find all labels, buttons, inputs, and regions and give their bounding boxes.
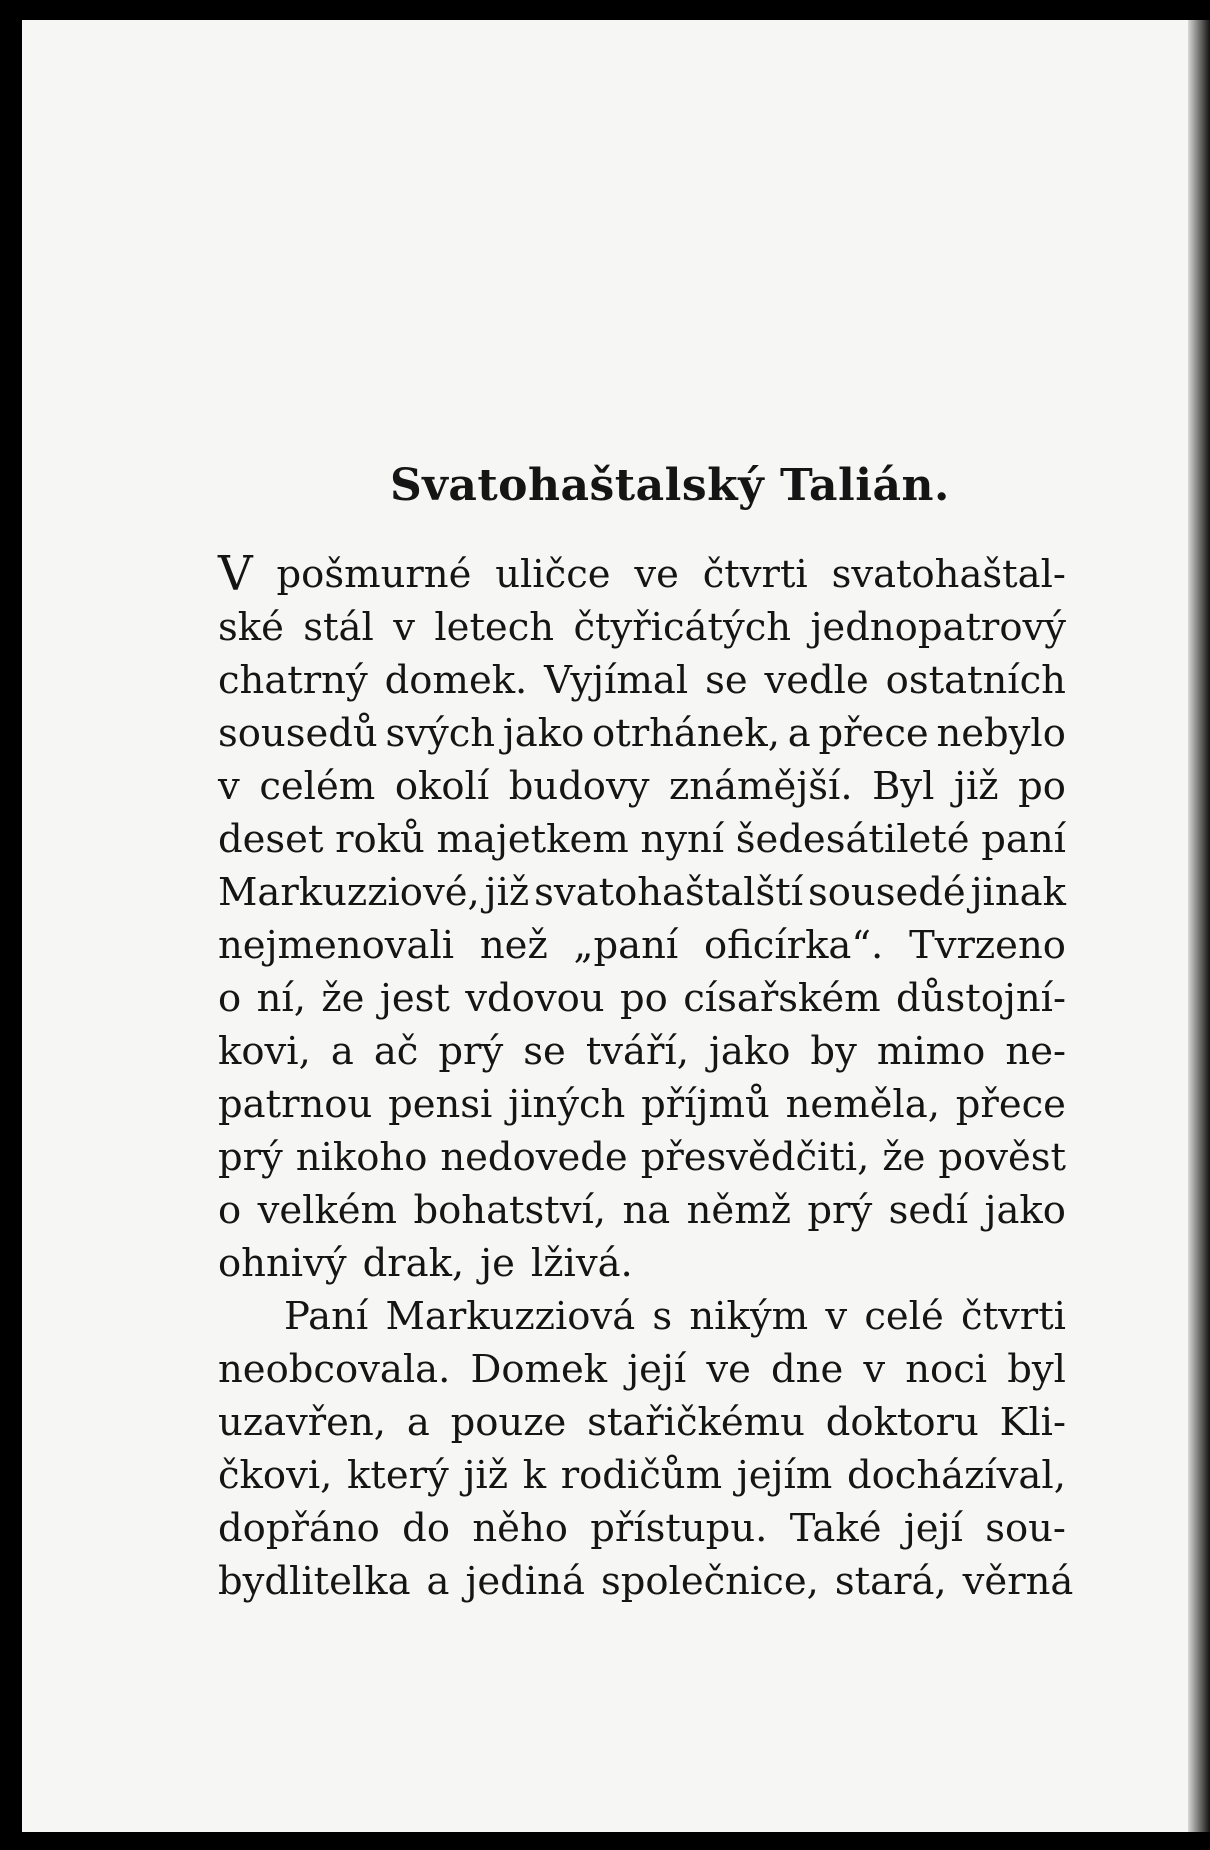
word: byl [1007, 1347, 1066, 1392]
word: Kli- [999, 1400, 1066, 1445]
word: stařičkému [587, 1400, 805, 1445]
word: a [426, 1559, 450, 1604]
text-line [218, 1131, 1066, 1184]
word: neměla, [785, 1082, 940, 1127]
word: stál [303, 605, 374, 650]
word: letech [434, 605, 555, 650]
word: otrhánek, [592, 711, 780, 756]
word: jinak [970, 870, 1066, 915]
word: čtvrti [702, 552, 808, 597]
word: jiných [508, 1082, 626, 1127]
text-line [218, 1078, 1066, 1131]
text-line [218, 1396, 1066, 1449]
body-text [218, 546, 1074, 1608]
word: svých [385, 711, 496, 756]
text-line [218, 1237, 1066, 1290]
word: a [787, 711, 811, 756]
word: po [1018, 764, 1066, 809]
word: noci [905, 1347, 988, 1392]
word: známější. [669, 764, 853, 809]
text-line [218, 813, 1066, 866]
word: němž [686, 1188, 791, 1233]
word: sousedé [807, 870, 966, 915]
word: ní, [256, 976, 306, 1021]
text-line [218, 707, 1066, 760]
text-line [218, 866, 1066, 919]
word: pouze [450, 1400, 567, 1445]
word: bohatství, [413, 1188, 607, 1233]
word: lživá. [530, 1241, 633, 1286]
word: prý [438, 1029, 504, 1074]
word: nikým [689, 1294, 809, 1339]
word: ve [706, 1347, 751, 1392]
word: majetkem [436, 817, 629, 862]
word: ské [218, 605, 284, 650]
word: vdovou [465, 976, 605, 1021]
word: tváří, [585, 1029, 689, 1074]
word: by [810, 1029, 857, 1074]
word: sedí [888, 1188, 969, 1233]
word: který [347, 1453, 449, 1498]
word: jako [502, 711, 585, 756]
word: vedle [764, 658, 869, 703]
word: stará, [834, 1559, 947, 1604]
word: pověst [938, 1135, 1066, 1180]
word: o [218, 1188, 242, 1233]
word: kovi, [218, 1029, 311, 1074]
word: již [954, 764, 999, 809]
word: Vyjímal [544, 658, 689, 703]
word: Markuzziové, [218, 870, 480, 915]
word: bydlitelka [218, 1559, 411, 1604]
word: do [402, 1506, 450, 1551]
word: jejím [736, 1453, 833, 1498]
word: její [627, 1347, 687, 1392]
word: příjmů [641, 1082, 770, 1127]
word: její [903, 1506, 963, 1551]
word: paní [981, 817, 1066, 862]
word: v [863, 1347, 886, 1392]
word: doktoru [825, 1400, 979, 1445]
word: celé [864, 1294, 944, 1339]
word: ač [373, 1029, 419, 1074]
word: ohnivý [218, 1241, 347, 1286]
word: prý [807, 1188, 873, 1233]
word: patrnou [218, 1082, 373, 1127]
word: chatrný [218, 658, 368, 703]
word: Byl [872, 764, 935, 809]
text-line [218, 1184, 1066, 1237]
word: Markuzziová [385, 1294, 636, 1339]
word: dopřáno [218, 1506, 380, 1551]
word: nedovede [440, 1135, 628, 1180]
word: domek. [384, 658, 528, 703]
text-line [218, 1502, 1066, 1555]
word: pensi [388, 1082, 493, 1127]
word: „paní [573, 923, 679, 968]
word: o [218, 976, 242, 1021]
word: uzavřen, [218, 1400, 387, 1445]
word: ne- [1005, 1029, 1066, 1074]
text-line [218, 1025, 1066, 1078]
paragraph [218, 548, 1066, 1290]
text-line [218, 972, 1066, 1025]
word: čkovi, [218, 1453, 333, 1498]
word: rodičům [560, 1453, 723, 1498]
word: již [463, 1453, 509, 1498]
word: k [522, 1453, 547, 1498]
word: v [393, 605, 415, 650]
word: svatohaštalští [534, 870, 804, 915]
word: společnice, [600, 1559, 819, 1604]
chapter-title: Svatohaštalský Talián. [390, 460, 950, 511]
word: budovy [508, 764, 650, 809]
word: se [705, 658, 748, 703]
word: nebylo [936, 711, 1066, 756]
text-line [218, 654, 1066, 707]
text-line [218, 1449, 1066, 1502]
text-line [218, 548, 1066, 601]
word: v [825, 1294, 848, 1339]
word: prý [218, 1135, 283, 1180]
word: přece [818, 711, 929, 756]
word: důstojní- [896, 976, 1066, 1021]
word: něho [472, 1506, 568, 1551]
word: pošmurné [276, 552, 472, 597]
word: a [406, 1400, 430, 1445]
word: je [480, 1241, 515, 1286]
word: již [484, 870, 530, 915]
word: neobcovala. [218, 1347, 451, 1392]
word: deset [218, 817, 324, 862]
word: nyní [640, 817, 725, 862]
word: celém [259, 764, 376, 809]
word: že [882, 1135, 926, 1180]
word: a [330, 1029, 354, 1074]
text-line [218, 1343, 1066, 1396]
word: velkém [257, 1188, 398, 1233]
word: čtvrti [961, 1294, 1066, 1339]
word: ve [634, 552, 679, 597]
word: na [622, 1188, 671, 1233]
word: po [620, 976, 668, 1021]
word: jednopatrový [810, 605, 1066, 650]
word: nejmenovali [218, 923, 455, 968]
paragraph [218, 1290, 1074, 1608]
word: s [652, 1294, 673, 1339]
word: sou- [985, 1506, 1066, 1551]
word: oficírka“. [703, 923, 884, 968]
text-line [218, 760, 1066, 813]
word: v [218, 764, 240, 809]
word: docházíval, [846, 1453, 1066, 1498]
word: dne [771, 1347, 844, 1392]
word: přece [955, 1082, 1066, 1127]
text-line [218, 601, 1066, 654]
text-line [218, 919, 1066, 972]
word: císařském [683, 976, 881, 1021]
word: Domek [470, 1347, 608, 1392]
word: jest [379, 976, 450, 1021]
word: Také [789, 1506, 882, 1551]
word: jediná [465, 1559, 585, 1604]
word: jako [708, 1029, 791, 1074]
word: věrná [962, 1559, 1074, 1604]
word: drak, [362, 1241, 465, 1286]
word: mimo [876, 1029, 986, 1074]
word: Paní [284, 1294, 369, 1339]
text-line [218, 1290, 1066, 1343]
word: uličce [495, 552, 611, 597]
word: sousedů [218, 711, 378, 756]
word: okolí [394, 764, 490, 809]
word: šedesátileté [735, 817, 970, 862]
word: roků [335, 817, 425, 862]
word: jako [984, 1188, 1066, 1233]
word: čtyřicátých [573, 605, 792, 650]
word: než [479, 923, 548, 968]
word: nikoho [295, 1135, 428, 1180]
text-line [218, 1555, 1074, 1608]
page-edge-shadow [1188, 20, 1210, 1832]
word: se [523, 1029, 566, 1074]
word: ostatních [885, 658, 1066, 703]
word: přístupu. [590, 1506, 768, 1551]
word: že [321, 976, 365, 1021]
word: svatohaštal- [831, 552, 1066, 597]
word: přesvědčiti, [640, 1135, 870, 1180]
initial-letter: V [218, 546, 253, 602]
word: Tvrzeno [909, 923, 1066, 968]
